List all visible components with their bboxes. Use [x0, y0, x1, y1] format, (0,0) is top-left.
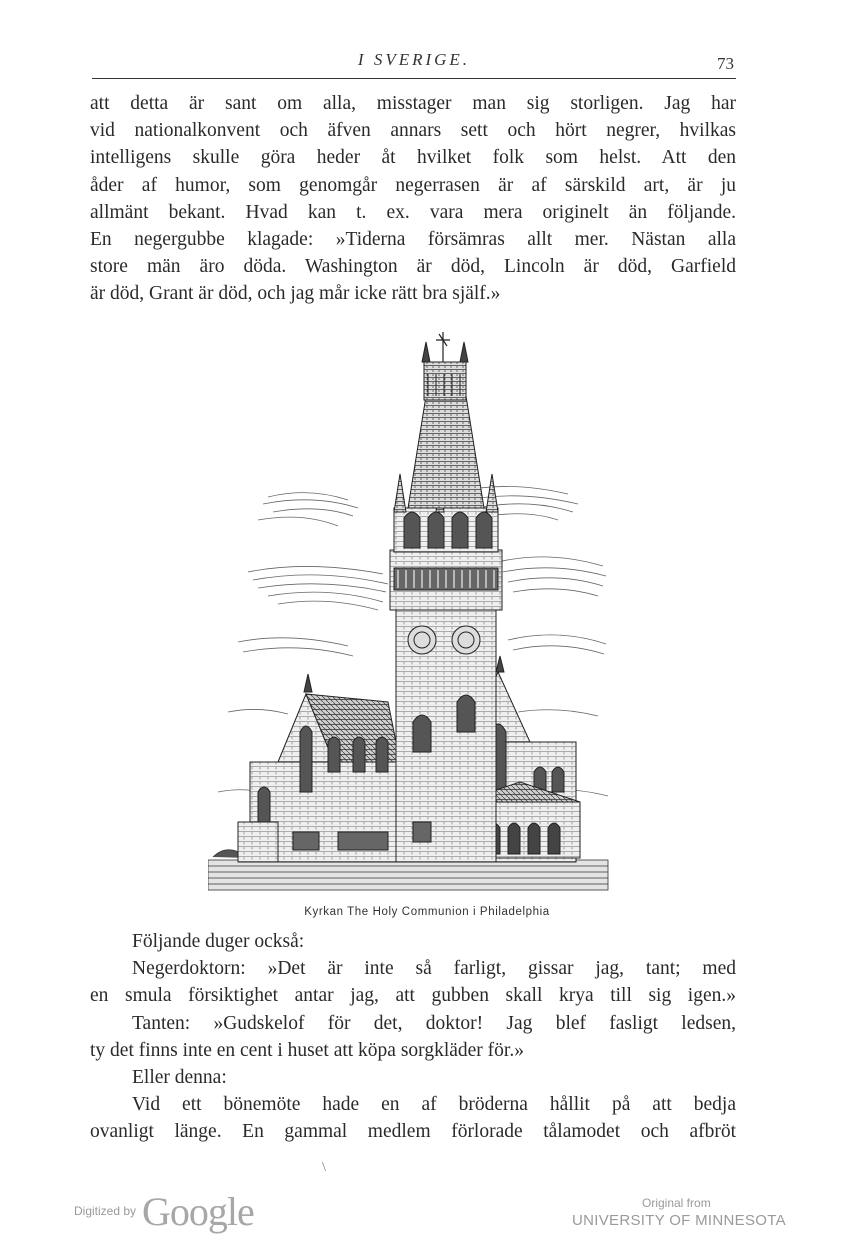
original-from-label: Original from — [642, 1196, 711, 1210]
figure-caption: Kyrkan The Holy Communion i Philadelphia — [304, 906, 550, 918]
text-line: intelligens skulle göra heder åt hvilket folk som helst. Att den — [90, 147, 736, 169]
paragraph-negro-humor — [90, 90, 736, 308]
text-line: Tanten: »Gudskelof för det, doktor! Jag blef fasligt ledsen, — [132, 1012, 736, 1034]
text-line: allmänt bekant. Hvad kan t. ex. vara mera originelt än följande. — [90, 201, 736, 223]
digitized-by-google — [74, 1186, 254, 1236]
page-number: 73 — [717, 54, 734, 73]
text-line: En negergubbe klagade: »Tiderna försämras allt mer. Nästan alla — [90, 229, 736, 251]
text-line: ty det finns inte en cent i huset att köpa sorgkläder för.» — [90, 1039, 524, 1061]
running-head — [92, 44, 736, 79]
church-illustration — [208, 322, 612, 894]
text-line: Negerdoktorn: »Det är inte så farligt, gissar jag, tant; med — [132, 958, 736, 980]
running-title: I SVERIGE. — [357, 50, 471, 69]
text-line: Vid ett bönemöte hade en af bröderna hållit på att bedja — [132, 1094, 736, 1116]
digitized-by-label: Digitized by — [74, 1204, 137, 1218]
google-logo: Google — [142, 1188, 254, 1234]
text-line: ovanligt länge. En gammal medlem förlorade tålamodet och afbröt — [90, 1121, 736, 1143]
text-line: store män äro döda. Washington är död, Lincoln är död, Garfield — [90, 256, 736, 278]
text-line: Följande duger också: — [132, 931, 305, 952]
nave-left — [238, 674, 400, 862]
text-line: Eller denna: — [132, 1067, 227, 1089]
paragraph-dialogue — [90, 928, 736, 1146]
text-line: vid nationalkonvent och äfven annars sett och hört negrer, hvilkas — [90, 120, 736, 142]
tower — [390, 332, 502, 862]
text-line: är död, Grant är död, och jag mår icke rätt bra själf.» — [90, 283, 501, 305]
stray-mark: \ — [322, 1160, 326, 1175]
library-name: UNIVERSITY OF MINNESOTA — [572, 1212, 786, 1229]
text-line: en smula försiktighet antar jag, att gubben skall krya till sig igen.» — [90, 985, 736, 1007]
text-line: att detta är sant om alla, misstager man sig storligen. Jag har — [90, 93, 736, 114]
text-line: åder af humor, som genomgår negerrasen är af särskild art, är ju — [90, 174, 736, 196]
